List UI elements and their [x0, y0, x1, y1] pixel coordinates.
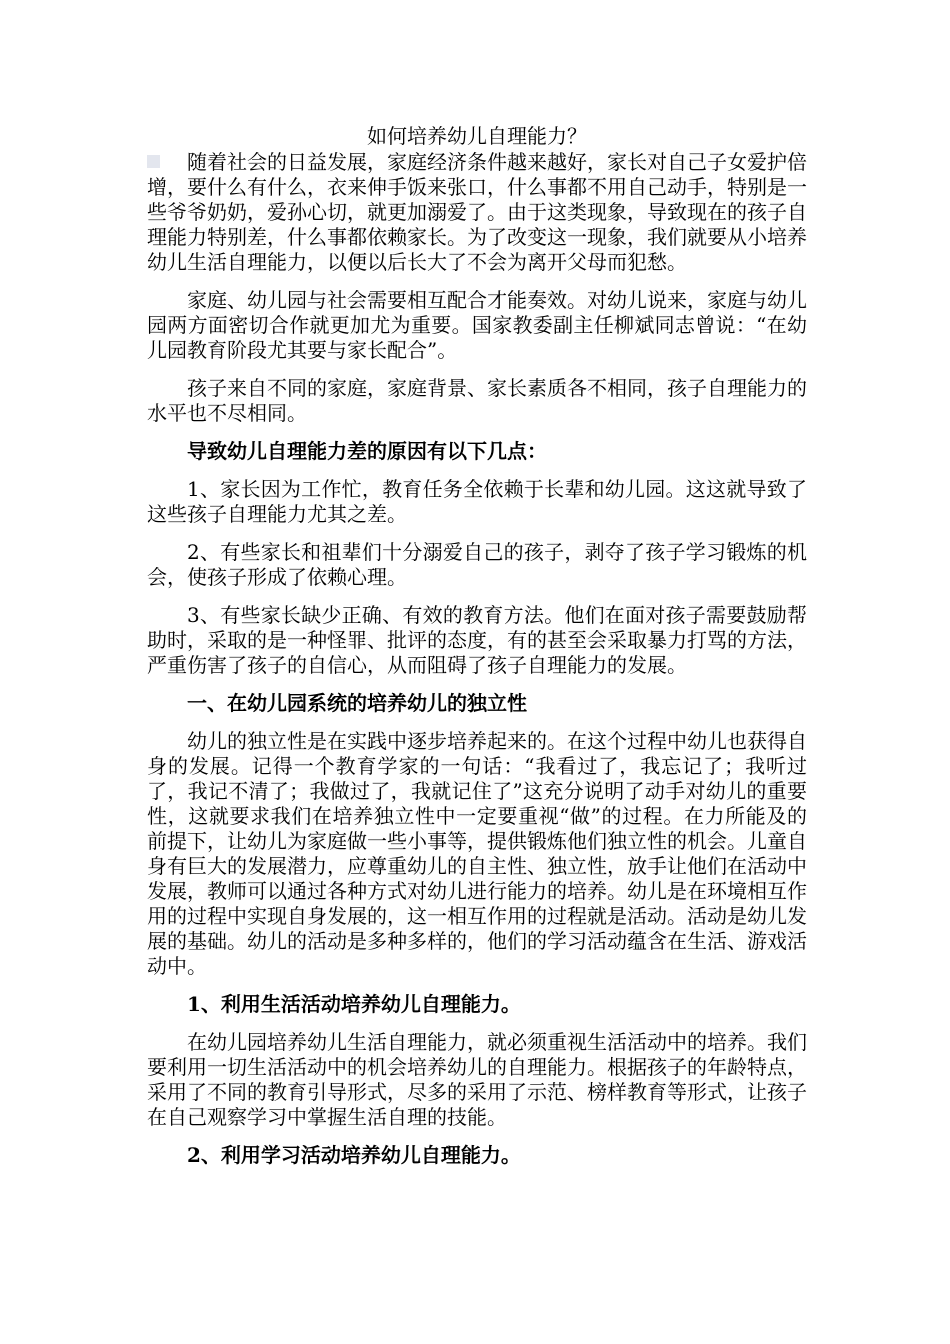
cause-item-2: 2、有些家长和祖辈们十分溺爱自己的孩子，剥夺了孩子学习锻炼的机会，使孩子形成了依赖心理。	[147, 540, 807, 589]
section-1-heading: 一、在幼儿园系统的培养幼儿的独立性	[187, 691, 527, 715]
subsection-1-paragraph: 在幼儿园培养幼儿生活自理能力，就必须重视生活活动中的培养。我们要利用一切生活活动中的机会培养幼儿的自理能力。根据孩子的年龄特点，采用了不同的教育引导形式，尽多的采用了示范、榜样教育等形式，让孩子在自己观察学习中掌握生活自理的技能。	[147, 1030, 807, 1129]
background-paragraph: 孩子来自不同的家庭，家庭背景、家长素质各不相同，孩子自理能力的水平也不尽相同。	[147, 376, 807, 425]
subsection-2-heading: 2、利用学习活动培养幼儿自理能力。	[187, 1143, 521, 1167]
causes-heading: 导致幼儿自理能力差的原因有以下几点：	[187, 439, 547, 463]
document-title: 如何培养幼儿自理能力？	[367, 124, 587, 148]
cooperation-paragraph: 家庭、幼儿园与社会需要相互配合才能奏效。对幼儿说来，家庭与幼儿园两方面密切合作就更加尤为重要。国家教委副主任柳斌同志曾说：“在幼儿园教育阶段尤其要与家长配合”。	[147, 288, 807, 362]
section-1-paragraph: 幼儿的独立性是在实践中逐步培养起来的。在这个过程中幼儿也获得自身的发展。记得一个教育学家的一句话：“我看过了，我忘记了；我听过了，我记不清了；我做过了，我就记住了”这充分说明了动手对幼儿的重要性，这就要求我们在培养独立性中一定要重视“做”的过程。在力所能及的前提下，让幼儿为家庭做一些小事等，提供锻炼他们独立性的机会。儿童自身有巨大的发展潜力，应尊重幼儿的自主性、独立性，放手让他们在活动中发展，教师可以通过各种方式对幼儿进行能力的培养。幼儿是在环境相互作用的过程中实现自身发展的，这一相互作用的过程就是活动。活动是幼儿发展的基础。幼儿的活动是多种多样的，他们的学习活动蕴含在生活、游戏活动中。	[147, 729, 807, 978]
intro-paragraph: 随着社会的日益发展，家庭经济条件越来越好，家长对自己子女爱护倍增，要什么有什么，衣来伸手饭来张口，什么事都不用自己动手，特别是一些爷爷奶奶，爱孙心切，就更加溺爱了。由于这类现象，导致现在的孩子自理能力特别差，什么事都依赖家长。为了改变这一现象，我们就要从小培养幼儿生活自理能力，以便以后长大了不会为离开父母而犯愁。	[147, 150, 807, 274]
cause-item-1: 1、家长因为工作忙，教育任务全依赖于长辈和幼儿园。这这就导致了这些孩子自理能力尤其之差。	[147, 477, 807, 526]
subsection-1-heading: 1、利用生活活动培养幼儿自理能力。	[187, 992, 521, 1016]
document-body	[147, 122, 807, 1181]
cause-item-3: 3、有些家长缺少正确、有效的教育方法。他们在面对孩子需要鼓励帮助时，采取的是一种怪罪、批评的态度，有的甚至会采取暴力打骂的方法，严重伤害了孩子的自信心，从而阻碍了孩子自理能力的发展。	[147, 603, 807, 677]
paragraph-marker	[147, 155, 160, 168]
